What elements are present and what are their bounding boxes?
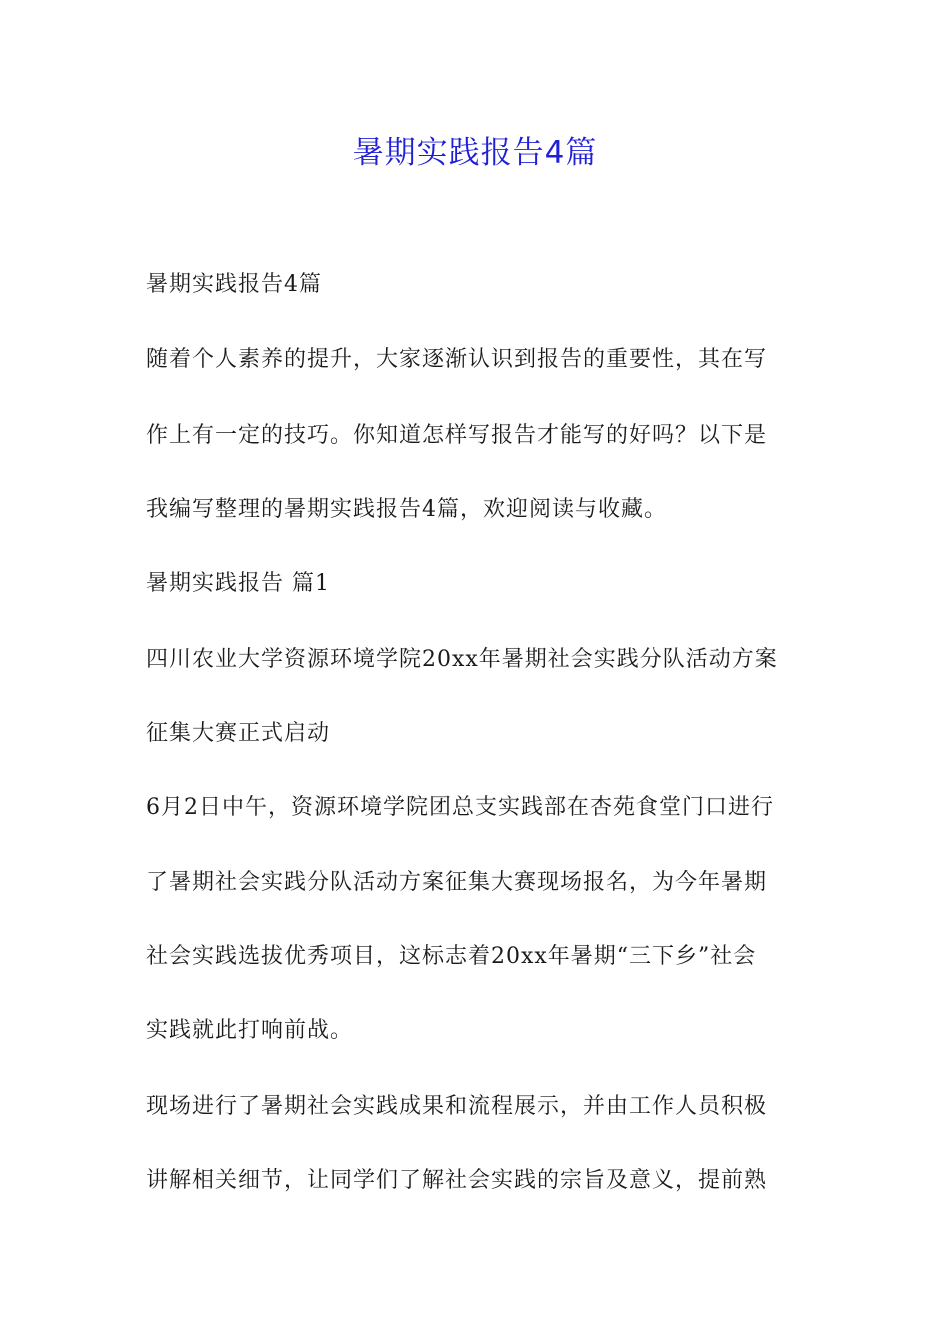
paragraph-line: 四川农业大学资源环境学院20xx年暑期社会实践分队活动方案 (146, 647, 778, 672)
paragraph-line: 了暑期社会实践分队活动方案征集大赛现场报名，为今年暑期 (146, 870, 768, 895)
paragraph-line: 征集大赛正式启动 (146, 721, 331, 746)
paragraph-line: 社会实践选拔优秀项目，这标志着20xx年暑期“三下乡”社会 (146, 944, 757, 969)
paragraph-line: 现场进行了暑期社会实践成果和流程展示，并由工作人员积极 (146, 1094, 768, 1119)
document-title: 暑期实践报告4篇 (352, 135, 598, 171)
paragraph-line: 6月2日中午，资源环境学院团总支实践部在杏苑食堂门口进行 (146, 795, 774, 820)
paragraph-line: 讲解相关细节，让同学们了解社会实践的宗旨及意义，提前熟 (146, 1168, 768, 1193)
section-heading: 暑期实践报告 篇1 (146, 571, 330, 596)
paragraph-line: 作上有一定的技巧。你知道怎样写报告才能写的好吗？以下是 (146, 423, 768, 448)
paragraph-line: 随着个人素养的提升，大家逐渐认识到报告的重要性，其在写 (146, 347, 768, 372)
subtitle-line: 暑期实践报告4篇 (146, 272, 322, 297)
paragraph-line: 实践就此打响前战。 (146, 1018, 354, 1043)
paragraph-line: 我编写整理的暑期实践报告4篇，欢迎阅读与收藏。 (146, 497, 667, 522)
